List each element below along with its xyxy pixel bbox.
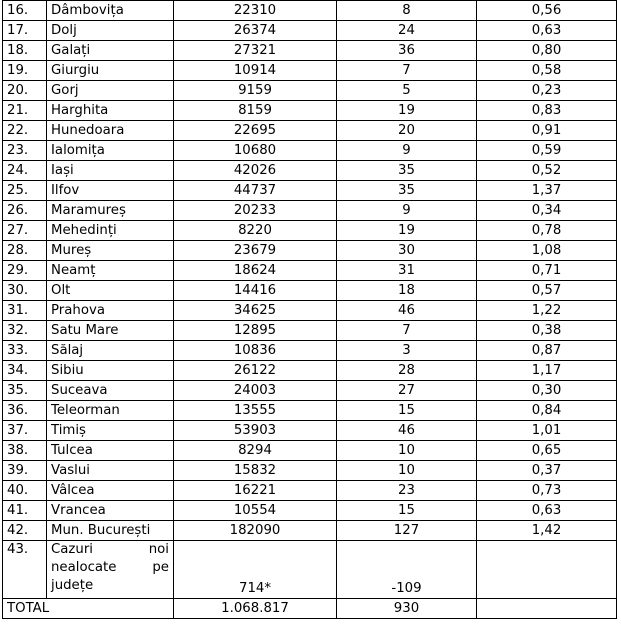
new-cases: 27 <box>337 381 477 401</box>
total-cases: 12895 <box>174 321 337 341</box>
incidence: 0,84 <box>477 401 617 421</box>
incidence: 1,01 <box>477 421 617 441</box>
table-row <box>3 481 617 501</box>
county-name: Tulcea <box>47 441 174 461</box>
new-cases: 10 <box>337 461 477 481</box>
new-cases: 35 <box>337 181 477 201</box>
new-cases: 15 <box>337 501 477 521</box>
row-number: 22. <box>3 121 47 141</box>
new-cases: 8 <box>337 1 477 21</box>
incidence: 0,87 <box>477 341 617 361</box>
table-row <box>3 501 617 521</box>
table-row <box>3 1 617 21</box>
incidence: 1,42 <box>477 521 617 541</box>
table-row <box>3 381 617 401</box>
table-row <box>3 301 617 321</box>
row-number: 17. <box>3 21 47 41</box>
new-cases: 9 <box>337 141 477 161</box>
new-cases: 30 <box>337 241 477 261</box>
row-number: 23. <box>3 141 47 161</box>
new-cases: 18 <box>337 281 477 301</box>
incidence <box>477 541 617 599</box>
new-cases: 10 <box>337 441 477 461</box>
county-name: Galați <box>47 41 174 61</box>
county-name: Gorj <box>47 81 174 101</box>
total-cases: 14416 <box>174 281 337 301</box>
total-cases: 26374 <box>174 21 337 41</box>
incidence: 0,63 <box>477 21 617 41</box>
county-name: Vrancea <box>47 501 174 521</box>
new-cases: 20 <box>337 121 477 141</box>
county-name: Cazuri noi nealocate pe județe <box>47 541 174 599</box>
table-row <box>3 401 617 421</box>
row-number: 21. <box>3 101 47 121</box>
incidence: 0,80 <box>477 41 617 61</box>
incidence: 0,59 <box>477 141 617 161</box>
row-number: 27. <box>3 221 47 241</box>
total-cases: 16221 <box>174 481 337 501</box>
row-number: 16. <box>3 1 47 21</box>
table-row <box>3 261 617 281</box>
incidence: 0,38 <box>477 321 617 341</box>
row-number: 29. <box>3 261 47 281</box>
total-cases: 23679 <box>174 241 337 261</box>
table-row <box>3 161 617 181</box>
new-cases: 7 <box>337 321 477 341</box>
incidence: 1,37 <box>477 181 617 201</box>
new-cases: 7 <box>337 61 477 81</box>
cases-by-county-table <box>2 0 617 619</box>
total-cases: 27321 <box>174 41 337 61</box>
total-cases: 13555 <box>174 401 337 421</box>
total-cases: 8220 <box>174 221 337 241</box>
county-name: Iași <box>47 161 174 181</box>
county-name: Giurgiu <box>47 61 174 81</box>
table-row <box>3 21 617 41</box>
incidence: 0,56 <box>477 1 617 21</box>
row-number: 20. <box>3 81 47 101</box>
new-cases: 28 <box>337 361 477 381</box>
table-row <box>3 121 617 141</box>
county-name: Olt <box>47 281 174 301</box>
county-name: Satu Mare <box>47 321 174 341</box>
incidence: 1,17 <box>477 361 617 381</box>
row-number: 35. <box>3 381 47 401</box>
table-row <box>3 421 617 441</box>
county-name: Prahova <box>47 301 174 321</box>
new-cases: 35 <box>337 161 477 181</box>
total-cases: 9159 <box>174 81 337 101</box>
total-cases: 8294 <box>174 441 337 461</box>
incidence: 0,57 <box>477 281 617 301</box>
row-number: 25. <box>3 181 47 201</box>
new-cases: 19 <box>337 101 477 121</box>
row-number: 32. <box>3 321 47 341</box>
county-name: Sibiu <box>47 361 174 381</box>
new-cases: 24 <box>337 21 477 41</box>
total-cases: 8159 <box>174 101 337 121</box>
row-number: 33. <box>3 341 47 361</box>
incidence-total <box>477 599 617 619</box>
incidence: 0,83 <box>477 101 617 121</box>
row-number: 42. <box>3 521 47 541</box>
table-row <box>3 281 617 301</box>
table-row <box>3 181 617 201</box>
total-cases: 18624 <box>174 261 337 281</box>
row-number: 30. <box>3 281 47 301</box>
incidence: 0,34 <box>477 201 617 221</box>
table-row <box>3 241 617 261</box>
total-cases: 182090 <box>174 521 337 541</box>
row-number: 18. <box>3 41 47 61</box>
incidence: 0,73 <box>477 481 617 501</box>
new-cases: 23 <box>337 481 477 501</box>
county-name: Harghita <box>47 101 174 121</box>
new-cases-sum: 930 <box>337 599 477 619</box>
county-name: Teleorman <box>47 401 174 421</box>
new-cases: 5 <box>337 81 477 101</box>
county-name: Vaslui <box>47 461 174 481</box>
county-name: Mureș <box>47 241 174 261</box>
total-cases: 22310 <box>174 1 337 21</box>
total-label: TOTAL <box>3 599 174 619</box>
incidence: 0,91 <box>477 121 617 141</box>
total-cases: 26122 <box>174 361 337 381</box>
row-number: 19. <box>3 61 47 81</box>
table-row <box>3 201 617 221</box>
row-number: 34. <box>3 361 47 381</box>
total-cases: 34625 <box>174 301 337 321</box>
total-row <box>3 599 617 619</box>
row-number: 39. <box>3 461 47 481</box>
county-name: Maramureș <box>47 201 174 221</box>
table-row <box>3 361 617 381</box>
county-name: Neamț <box>47 261 174 281</box>
county-name: Suceava <box>47 381 174 401</box>
row-number: 38. <box>3 441 47 461</box>
new-cases: 9 <box>337 201 477 221</box>
incidence: 0,58 <box>477 61 617 81</box>
table-row <box>3 321 617 341</box>
total-cases: 10680 <box>174 141 337 161</box>
total-cases: 15832 <box>174 461 337 481</box>
new-cases: 46 <box>337 301 477 321</box>
table-row <box>3 441 617 461</box>
table-row <box>3 461 617 481</box>
total-cases: 20233 <box>174 201 337 221</box>
incidence: 0,37 <box>477 461 617 481</box>
row-number: 24. <box>3 161 47 181</box>
incidence: 0,30 <box>477 381 617 401</box>
new-cases: 46 <box>337 421 477 441</box>
total-cases: 10836 <box>174 341 337 361</box>
total-cases: 42026 <box>174 161 337 181</box>
table-row <box>3 101 617 121</box>
table-row <box>3 341 617 361</box>
new-cases: -109 <box>337 541 477 599</box>
total-cases: 10914 <box>174 61 337 81</box>
county-name: Ilfov <box>47 181 174 201</box>
county-name: Dâmbovița <box>47 1 174 21</box>
county-name: Dolj <box>47 21 174 41</box>
new-cases: 127 <box>337 521 477 541</box>
table-row <box>3 521 617 541</box>
row-number: 43. <box>3 541 47 599</box>
incidence: 0,23 <box>477 81 617 101</box>
table-row <box>3 221 617 241</box>
new-cases: 19 <box>337 221 477 241</box>
incidence: 0,71 <box>477 261 617 281</box>
new-cases: 15 <box>337 401 477 421</box>
row-number: 31. <box>3 301 47 321</box>
row-number: 40. <box>3 481 47 501</box>
total-cases: 24003 <box>174 381 337 401</box>
new-cases: 3 <box>337 341 477 361</box>
incidence: 1,22 <box>477 301 617 321</box>
table-row <box>3 61 617 81</box>
total-cases-sum: 1.068.817 <box>174 599 337 619</box>
incidence: 1,08 <box>477 241 617 261</box>
county-name: Hunedoara <box>47 121 174 141</box>
total-cases: 53903 <box>174 421 337 441</box>
unallocated-row <box>3 541 617 599</box>
table-row <box>3 41 617 61</box>
incidence: 0,65 <box>477 441 617 461</box>
row-number: 37. <box>3 421 47 441</box>
total-cases: 44737 <box>174 181 337 201</box>
total-cases: 714* <box>174 541 337 599</box>
incidence: 0,78 <box>477 221 617 241</box>
county-name: Sălaj <box>47 341 174 361</box>
row-number: 36. <box>3 401 47 421</box>
new-cases: 31 <box>337 261 477 281</box>
county-name: Timiș <box>47 421 174 441</box>
county-name: Vâlcea <box>47 481 174 501</box>
county-name: Ialomița <box>47 141 174 161</box>
county-name: Mun. București <box>47 521 174 541</box>
incidence: 0,63 <box>477 501 617 521</box>
row-number: 41. <box>3 501 47 521</box>
row-number: 28. <box>3 241 47 261</box>
total-cases: 22695 <box>174 121 337 141</box>
row-number: 26. <box>3 201 47 221</box>
total-cases: 10554 <box>174 501 337 521</box>
table-body <box>3 1 617 541</box>
incidence: 0,52 <box>477 161 617 181</box>
new-cases: 36 <box>337 41 477 61</box>
table-row <box>3 141 617 161</box>
county-name: Mehedinți <box>47 221 174 241</box>
table-row <box>3 81 617 101</box>
